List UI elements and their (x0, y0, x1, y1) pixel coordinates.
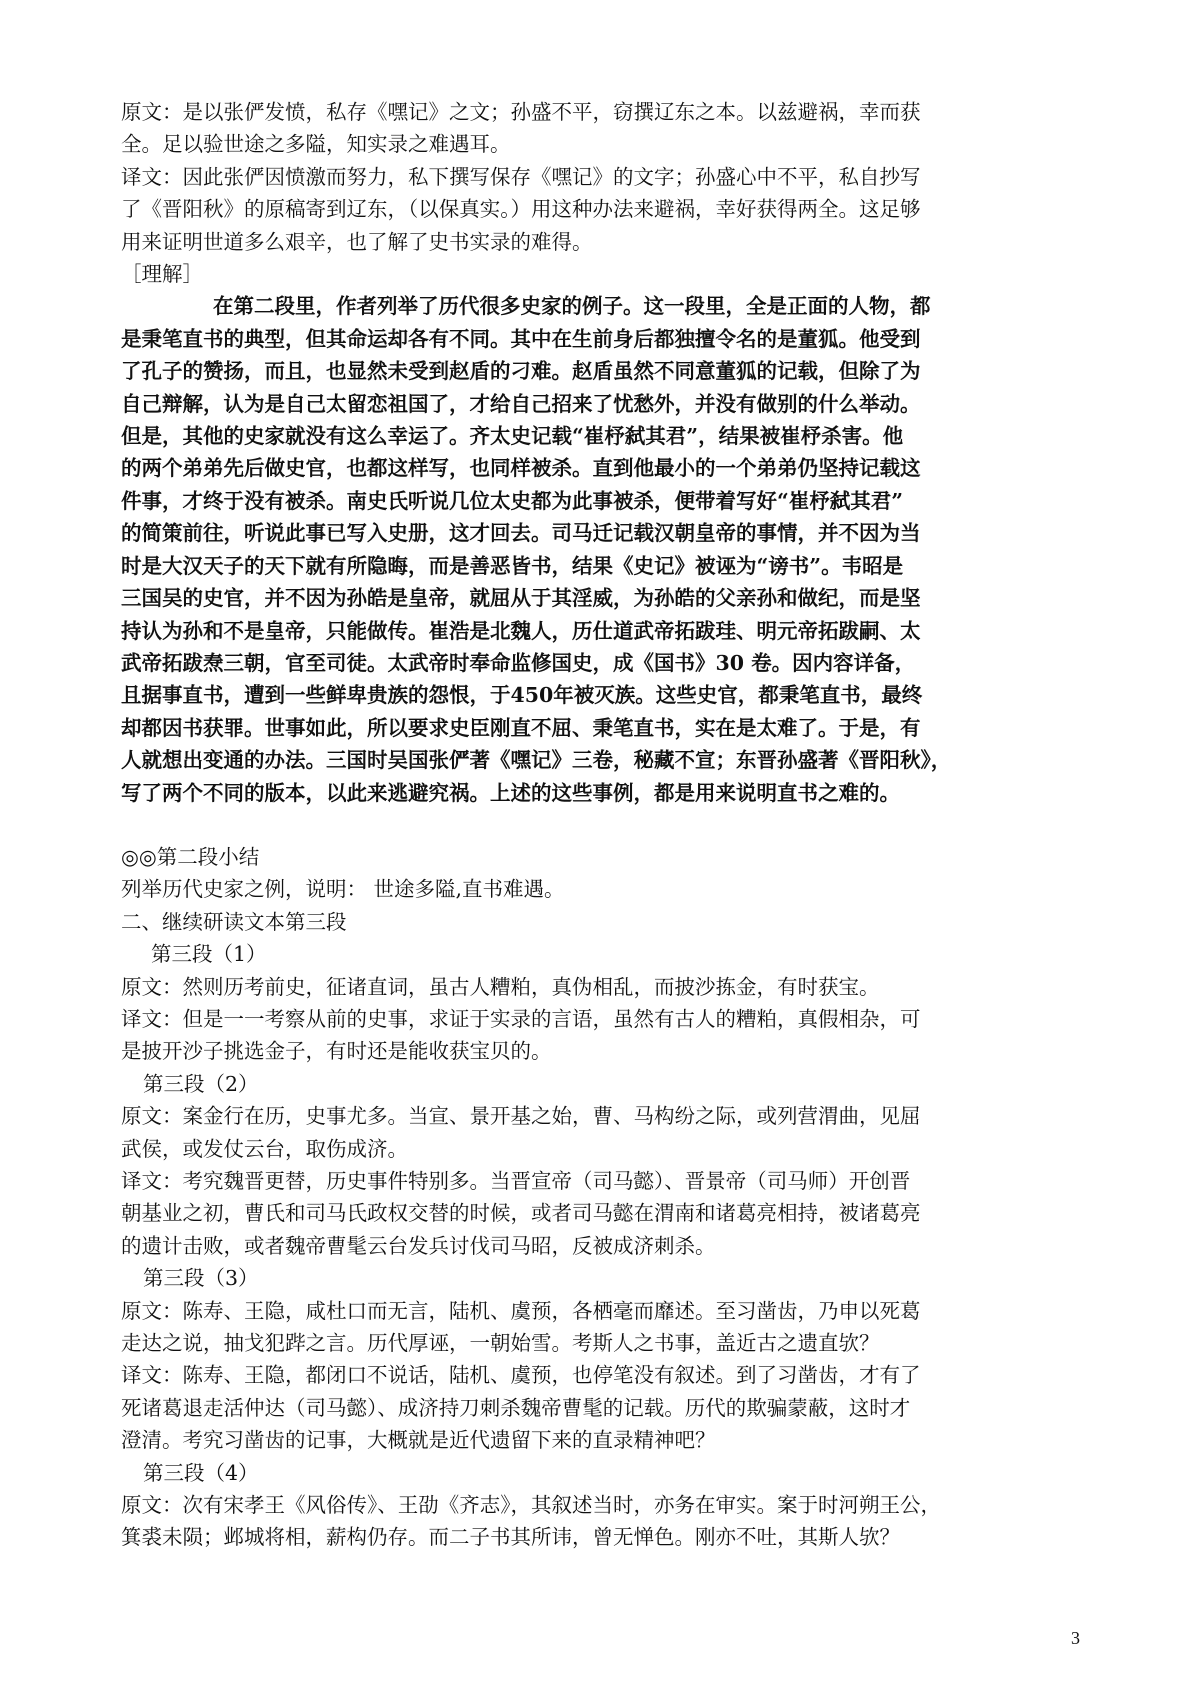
original-text-line: 箕裘未陨；邺城将相，薪构仍存。而二子书其所讳，曾无惮色。刚亦不吐，其斯人欤？ (121, 1525, 900, 1550)
translation-text-line: 死诸葛退走活仲达（司马懿）、成济持刀刺杀魏帝曹髦的记载。历代的欺骗蒙蔽，这时才 (121, 1395, 911, 1420)
paragraph-line: 自己辩解，认为是自己太留恋祖国了，才给自己招来了忧愁外，并没有做别的什么举动。 (121, 391, 921, 416)
original-text-line: 全。足以验世途之多隘，知实录之难遇耳。 (121, 132, 511, 157)
summary-title: ◎◎第二段小结 (121, 844, 260, 869)
subsection-label: 第三段（2） (143, 1071, 259, 1096)
paragraph-line: 在第二段里，作者列举了历代很多史家的例子。这一段里，全是正面的人物，都 (213, 294, 931, 319)
subsection-label: 第三段（3） (143, 1266, 259, 1291)
translation-text-line: 的遗计击败，或者魏帝曹髦云台发兵讨伐司马昭，反被成济刺杀。 (121, 1233, 716, 1258)
translation-text-line: 澄清。考究习凿齿的记事，大概就是近代遗留下来的直录精神吧？ (121, 1428, 716, 1453)
section-heading: 二、继续研读文本第三段 (121, 909, 347, 934)
paragraph-line: 但是，其他的史家就没有这么幸运了。齐太史记载“崔杼弑其君”，结果被崔杼杀害。他 (121, 424, 904, 449)
spacer (121, 809, 1081, 841)
paragraph-line: 是秉笔直书的典型，但其命运却各有不同。其中在生前身后都独擅令名的是董狐。他受到 (121, 326, 921, 351)
paragraph-line: 武帝拓跋焘三朝，官至司徒。太武帝时奉命监修国史，成《国书》30 卷。因内容详备， (121, 650, 916, 675)
paragraph-line: 的简策前往，听说此事已写入史册，这才回去。司马迁记载汉朝皇帝的事情，并不因为当 (121, 521, 921, 546)
original-text-line: 原文：案金行在历，史事尤多。当宣、景开基之始，曹、马构纷之际，或列营渭曲，见屈 (121, 1104, 921, 1129)
translation-text-line: 译文：陈寿、王隐，都闭口不说话，陆机、虞预，也停笔没有叙述。到了习凿齿，才有了 (121, 1363, 921, 1388)
original-text-line: 原文：是以张俨发愤，私存《嘿记》之文；孙盛不平，窃撰辽东之本。以兹避祸，幸而获 (121, 100, 921, 124)
paragraph-line: 且据事直书，遭到一些鲜卑贵族的怨恨，于450年被灭族。这些史官，都秉笔直书，最终 (121, 683, 923, 708)
paragraph-line: 三国吴的史官，并不因为孙皓是皇帝，就屈从于其淫威，为孙皓的父亲孙和做纪，而是坚 (121, 586, 921, 611)
translation-text-line: 朝基业之初，曹氏和司马氏政权交替的时候，或者司马懿在渭南和诸葛亮相持，被诸葛亮 (121, 1201, 921, 1226)
page-number: 3 (1071, 1628, 1080, 1648)
original-text-line: 原文：陈寿、王隐，咸杜口而无言，陆机、虞预，各栖毫而靡述。至习凿齿，乃申以死葛 (121, 1298, 921, 1323)
paragraph-line: 写了两个不同的版本，以此来逃避究祸。上述的这些事例，都是用来说明直书之难的。 (121, 780, 900, 805)
translation-text-line: 译文：考究魏晋更替，历史事件特别多。当晋宣帝（司马懿）、晋景帝（司马师）开创晋 (121, 1169, 911, 1193)
understanding-heading: ［理解］ (121, 262, 203, 287)
subsection-label: 第三段（1） (151, 942, 267, 967)
paragraph-line: 件事，才终于没有被杀。南史氏听说几位太史都为此事被杀，便带着写好“崔杼弑其君” (121, 488, 904, 513)
translation-text-line: 译文：但是一一考察从前的史事，求证于实录的言语，虽然有古人的糟粕，真假相杂，可 (121, 1006, 921, 1031)
document-page (121, 96, 1081, 1554)
original-text-line: 原文：次有宋孝王《风俗传》、王劭《齐志》，其叙述当时，亦务在审实。案于时河朔王公， (121, 1493, 941, 1518)
original-text-line: 武侯，或发仗云台，取伤成济。 (121, 1136, 408, 1161)
paragraph-line: 人就想出变通的办法。三国时吴国张俨著《嘿记》三卷，秘藏不宣；东晋孙盛著《晋阳秋》， (121, 748, 952, 773)
paragraph-line: 时是大汉天子的天下就有所隐晦，而是善恶皆书，结果《史记》被诬为“谤书”。韦昭是 (121, 553, 904, 578)
understanding-paragraph (121, 290, 1081, 809)
subsection-label: 第三段（4） (143, 1460, 259, 1485)
paragraph-line: 却都因书获罪。世事如此，所以要求史臣刚直不屈、秉笔直书，实在是太难了。于是，有 (121, 715, 921, 740)
original-text-line: 原文：然则历考前史，征诸直词，虽古人糟粕，真伪相乱，而披沙拣金，有时获宝。 (121, 974, 880, 999)
translation-text-line: 了《晋阳秋》的原稿寄到辽东，（以保真实。）用这种办法来避祸，幸好获得两全。这足够 (121, 197, 921, 222)
translation-text-line: 译文：因此张俨因愤激而努力，私下撰写保存《嘿记》的文字；孙盛心中不平，私自抄写 (121, 164, 921, 189)
original-text-line: 走达之说，抽戈犯跸之言。历代厚诬，一朝始雪。考斯人之书事，盖近古之遗直欤？ (121, 1331, 880, 1356)
paragraph-line: 的两个弟弟先后做史官，也都这样写，也同样被杀。直到他最小的一个弟弟仍坚持记载这 (121, 456, 921, 481)
translation-text-line: 是披开沙子挑选金子，有时还是能收获宝贝的。 (121, 1039, 552, 1064)
summary-text: 列举历代史家之例，说明： 世途多隘,直书难遇。 (121, 877, 565, 902)
paragraph-line: 持认为孙和不是皇帝，只能做传。崔浩是北魏人，历仕道武帝拓跋珪、明元帝拓跋嗣、太 (121, 618, 921, 643)
paragraph-line: 了孔子的赞扬，而且，也显然未受到赵盾的刁难。赵盾虽然不同意董狐的记载，但除了为 (121, 359, 921, 384)
translation-text-line: 用来证明世道多么艰辛，也了解了史书实录的难得。 (121, 229, 593, 254)
